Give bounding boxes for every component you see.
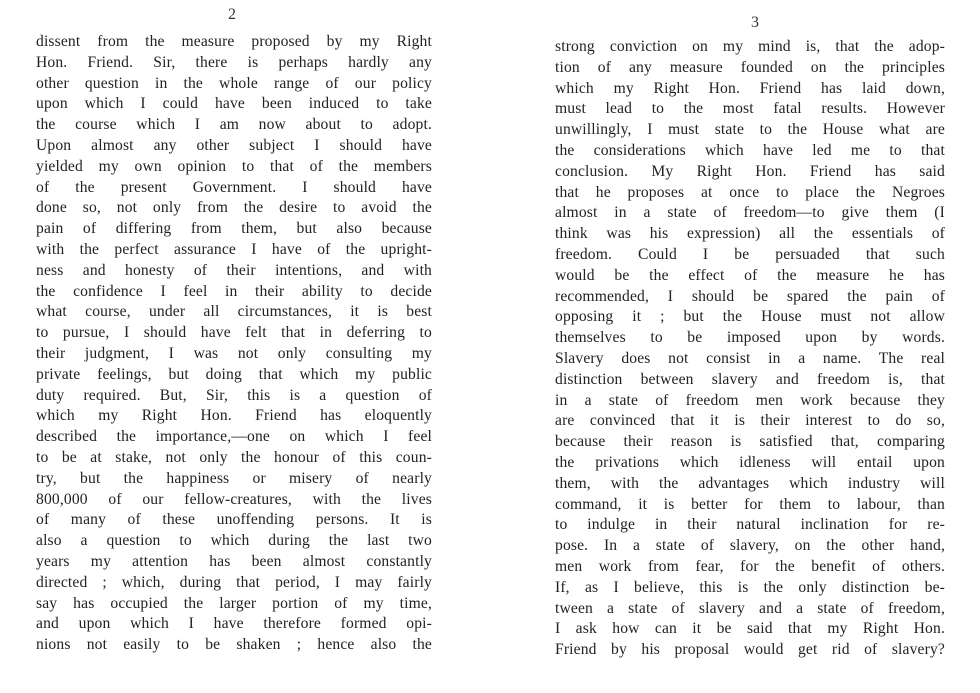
- text-line: are convinced that it is their interest to do so,: [555, 412, 945, 430]
- text-line: the privations which idleness will entail upon: [555, 453, 945, 471]
- text-line: private feelings, but doing that which my public: [36, 365, 432, 383]
- text-line: of many of these unoffending persons. It is: [36, 511, 432, 529]
- text-line: upon which I could have been induced to take: [36, 95, 432, 113]
- text-line: unwillingly, I must state to the House what are: [555, 121, 945, 139]
- text-line: and upon which I have therefore formed opi-: [36, 615, 432, 633]
- text-line: because their reason is satisfied that, comparing: [555, 433, 945, 451]
- text-line: try, but the happiness or misery of nearly: [36, 469, 432, 487]
- text-line: ness and honesty of their intentions, and with: [36, 261, 432, 279]
- text-line: 800,000 of our fellow-creatures, with the lives: [36, 490, 432, 508]
- page-number: 2: [228, 6, 236, 23]
- text-line: which my Right Hon. Friend has eloquently: [36, 407, 432, 425]
- text-line: freedom. Could I be persuaded that such: [555, 245, 945, 263]
- text-line: Hon. Friend. Sir, there is perhaps hardly any: [36, 53, 432, 71]
- text-line: conclusion. My Right Hon. Friend has said: [555, 162, 945, 180]
- text-line: think was his expression) all the essentials of: [555, 225, 945, 243]
- text-line: them, with the advantages which industry will: [555, 474, 945, 492]
- text-line: say has occupied the larger portion of my time,: [36, 594, 432, 612]
- text-line: to pursue, I should have felt that in deferring to: [36, 324, 432, 342]
- text-line: Slavery does not consist in a name. The real: [555, 349, 945, 367]
- text-line: to be at stake, not only the honour of this coun-: [36, 448, 432, 466]
- text-line: done so, not only from the desire to avoid the: [36, 199, 432, 217]
- text-line: I ask how can it be said that my Right Hon.: [555, 620, 945, 638]
- text-line: to indulge in their natural inclination for re-: [555, 516, 945, 534]
- text-line: directed ; which, during that period, I may fairly: [36, 573, 432, 591]
- text-line: dissent from the measure proposed by my Right: [36, 33, 432, 50]
- text-line: Upon almost any other subject I should have: [36, 136, 432, 154]
- text-line: their judgment, I was not only consulting my: [36, 344, 432, 362]
- text-line: almost in a state of freedom—to give them (I: [555, 204, 945, 222]
- text-line: years my attention has been almost constantly: [36, 552, 432, 570]
- text-line: tion of any measure founded on the principles: [555, 58, 945, 76]
- text-line: the course which I am now about to adopt.: [36, 116, 432, 134]
- text-line: that he proposes at once to place the Negroes: [555, 183, 945, 201]
- text-line: themselves to be imposed upon by words.: [555, 329, 945, 347]
- text-line: command, it is better for them to labour, than: [555, 495, 945, 513]
- page-body: [36, 32, 432, 656]
- text-line: the considerations which have led me to that: [555, 141, 945, 159]
- text-line: nions not easily to be shaken ; hence also the: [36, 636, 432, 654]
- text-line: other question in the whole range of our policy: [36, 74, 432, 92]
- text-line: would be the effect of the measure he has: [555, 266, 945, 284]
- text-line: recommended, I should be spared the pain of: [555, 287, 945, 305]
- text-line: strong conviction on my mind is, that the adop-: [555, 38, 945, 55]
- text-line: the confidence I feel in their ability to decide: [36, 282, 432, 300]
- text-line: If, as I believe, this is the only distinction be-: [555, 578, 945, 596]
- text-line: tween a state of slavery and a state of freedom,: [555, 599, 945, 617]
- text-line: pain of differing from them, but also because: [36, 220, 432, 238]
- text-line: with the perfect assurance I have of the upright-: [36, 240, 432, 258]
- text-line: must lead to the most fatal results. However: [555, 100, 945, 118]
- page-number: 3: [751, 14, 759, 31]
- text-line: of the present Government. I should have: [36, 178, 432, 196]
- text-line: what course, under all circumstances, it is best: [36, 303, 432, 321]
- text-line: pose. In a state of slavery, on the other hand,: [555, 537, 945, 555]
- text-line: which my Right Hon. Friend has laid down,: [555, 79, 945, 97]
- text-line: men work from fear, for the benefit of others.: [555, 557, 945, 575]
- text-line: duty required. But, Sir, this is a question of: [36, 386, 432, 404]
- text-line: distinction between slavery and freedom is, that: [555, 370, 945, 388]
- text-line: opposing it ; but the House must not allow: [555, 308, 945, 326]
- text-line: Friend by his proposal would get rid of slavery?: [555, 641, 945, 659]
- page-body: [555, 37, 945, 661]
- text-line: yielded my own opinion to that of the members: [36, 157, 432, 175]
- text-line: in a state of freedom men work because they: [555, 391, 945, 409]
- text-line: described the importance,—one on which I feel: [36, 428, 432, 446]
- text-line: also a question to which during the last two: [36, 532, 432, 550]
